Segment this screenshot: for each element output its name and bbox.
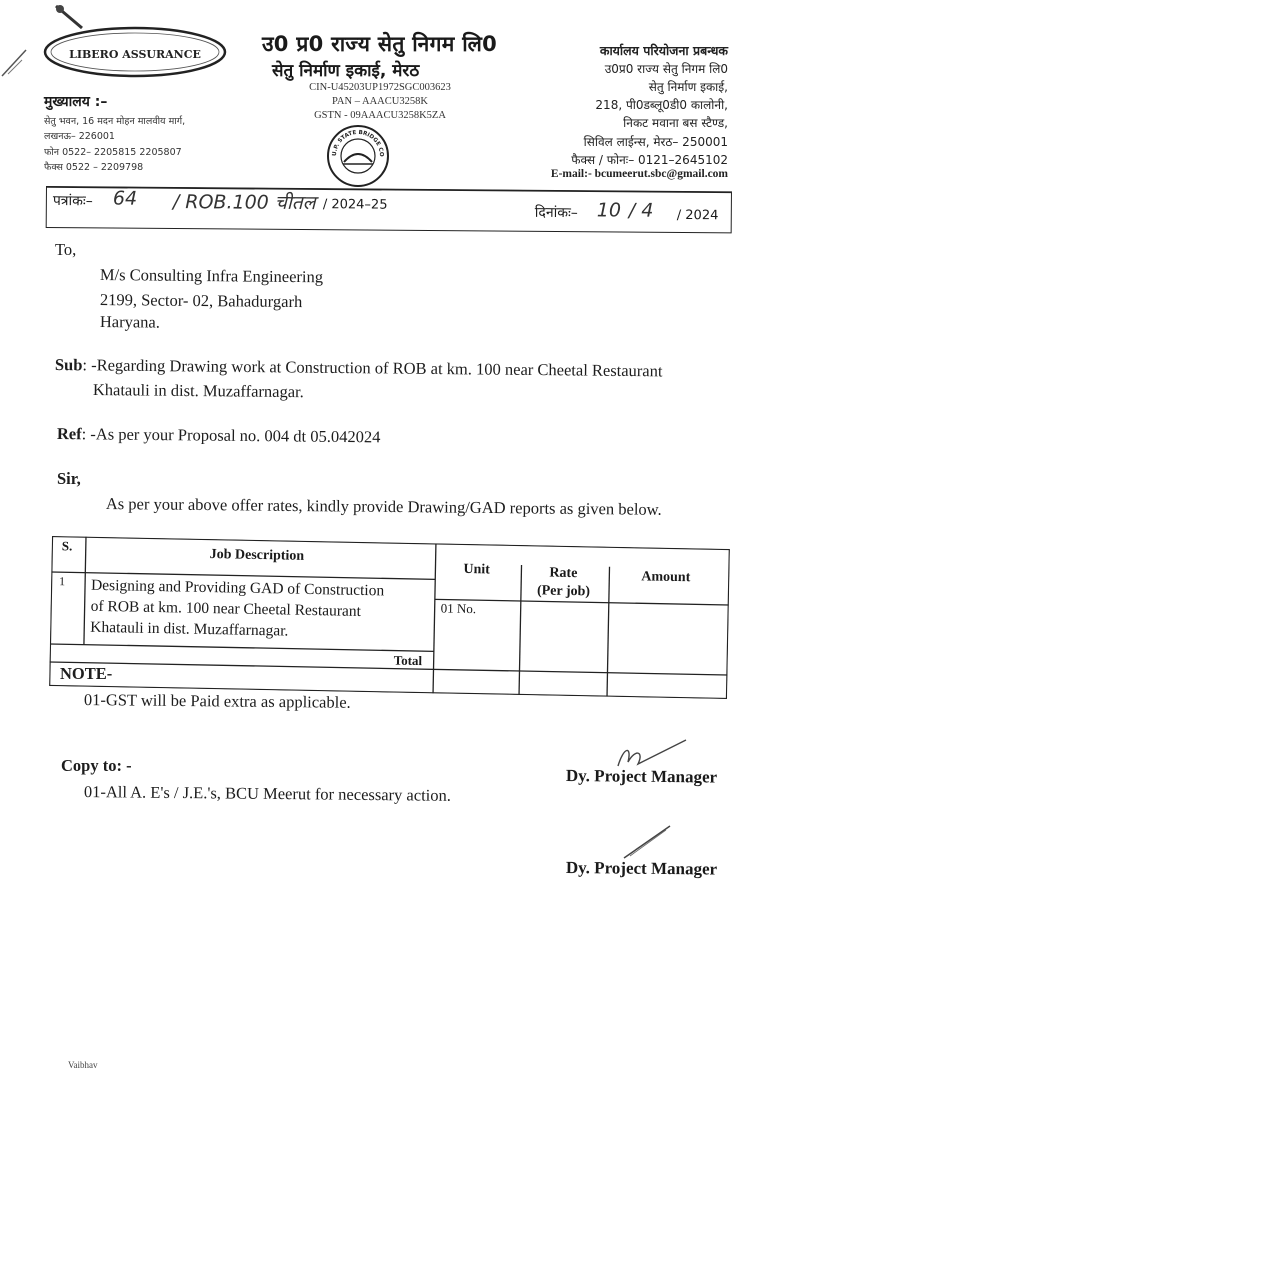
header-rate-sub: (Per job) [536,583,591,600]
reference-label: Ref [56,424,82,444]
org-title: उ0 प्र0 राज्य सेतु निगम लि0 [262,32,498,56]
note-item-1: 01-GST will be Paid extra as applicable. [83,690,351,712]
svg-text:U.P. STATE BRIDGE CORPORATION [326,124,384,157]
addressee-line-2: 2199, Sector- 02, Bahadurgarh [99,290,303,312]
date-label: दिनांकः– [534,204,578,222]
pan-number: PAN – AAACU3258K [332,96,428,107]
signatory-1: Dy. Project Manager [565,766,718,787]
row-description-3: Khatauli in dist. Muzaffarnagar. [90,618,289,640]
hq-label: मुख्यालय :– [44,94,108,110]
office-line-4: 218, पी0डब्लू0डी0 कालोनी, [595,98,728,112]
office-line-5: निकट मवाना बस स्टैण्ड, [623,116,728,130]
subject-line-1 [55,355,663,381]
header-description: Job Description [209,547,305,564]
copy-item-1: 01-All A. E's / J.E.'s, BCU Meerut for necessary action. [83,782,452,805]
patrank-label: पत्रांकः– [52,193,93,210]
row-sno: 1 [59,574,66,589]
addressee-line-1: M/s Consulting Infra Engineering [99,265,324,287]
subject-line-2: Khatauli in dist. Muzaffarnagar. [92,380,304,402]
office-line-1: कार्यालय परियोजना प्रबन्धक [599,43,728,58]
addressee-line-3: Haryana. [99,312,161,332]
reference-bar [46,186,732,233]
certification-logo [42,26,228,78]
office-email: E-mail:- bcumeerut.sbc@gmail.com [550,168,728,180]
logo-text: LIBERO ASSURANCE [69,48,201,61]
salutation: Sir, [57,469,81,488]
hq-fax: फैक्स 0522 – 2209798 [44,162,144,173]
reference-text: : -As per your Proposal no. 004 dt 05.042024 [81,424,381,447]
office-line-3: सेतु निर्माण इकाई, [648,80,728,94]
margin-mark-icon [0,46,30,84]
hq-phone: फोन 0522– 2205815 2205807 [44,147,182,158]
date-month: / 4 [628,199,654,222]
cin-number: CIN-U45203UP1972SGC003623 [309,82,451,93]
header-unit: Unit [463,561,491,578]
subject-label: Sub [54,355,83,375]
seal-text: U.P. STATE BRIDGE CO [331,129,385,157]
signatory-2: Dy. Project Manager [565,858,718,879]
reference-line [57,424,381,447]
copy-to-label: Copy to: - [61,756,132,775]
patrank-reference: / ROB.100 चीतल [172,190,316,215]
job-table [49,536,730,699]
office-line-2: उ0प्र0 राज्य सेतु निगम लि0 [604,62,728,76]
to-label: To, [55,240,77,259]
hq-address-2: लखनऊ– 226001 [44,131,115,142]
date-day: 10 [596,199,622,222]
corporation-seal-icon [326,124,390,188]
header-amount: Amount [641,569,691,586]
row-description-2: of ROB at km. 100 near Cheetal Restaurant [90,597,362,620]
hq-address-1: सेतु भवन, 16 मदन मोहन मालवीय मार्ग, [44,116,186,127]
patrank-number: 64 [112,187,138,210]
office-line-6: सिविल लाईन्स, मेरठ– 250001 [583,135,728,149]
row-description-1: Designing and Providing GAD of Construction [90,576,385,600]
patrank-year: / 2024–25 [322,197,388,213]
intro-text: As per your above offer rates, kindly provide Drawing/GAD reports as given below. [105,494,662,519]
total-label: Total [393,652,423,669]
gstn-number: GSTN - 09AAACU3258K5ZA [314,110,446,121]
org-subtitle: सेतु निर्माण इकाई, मेरठ [272,61,420,81]
date-year: / 2024 [676,207,719,224]
header-sno: S. [61,538,73,554]
office-line-7: फैक्स / फोनः– 0121–2645102 [571,153,728,167]
subject-text-1: : -Regarding Drawing work at Construction of ROB at km. 100 near Cheetal Restaurant [82,355,663,381]
typist-initials: Vaibhav [68,1060,98,1070]
note-label: NOTE- [60,664,113,683]
row-unit: 01 No. [440,600,477,617]
header-rate: Rate [549,565,578,582]
